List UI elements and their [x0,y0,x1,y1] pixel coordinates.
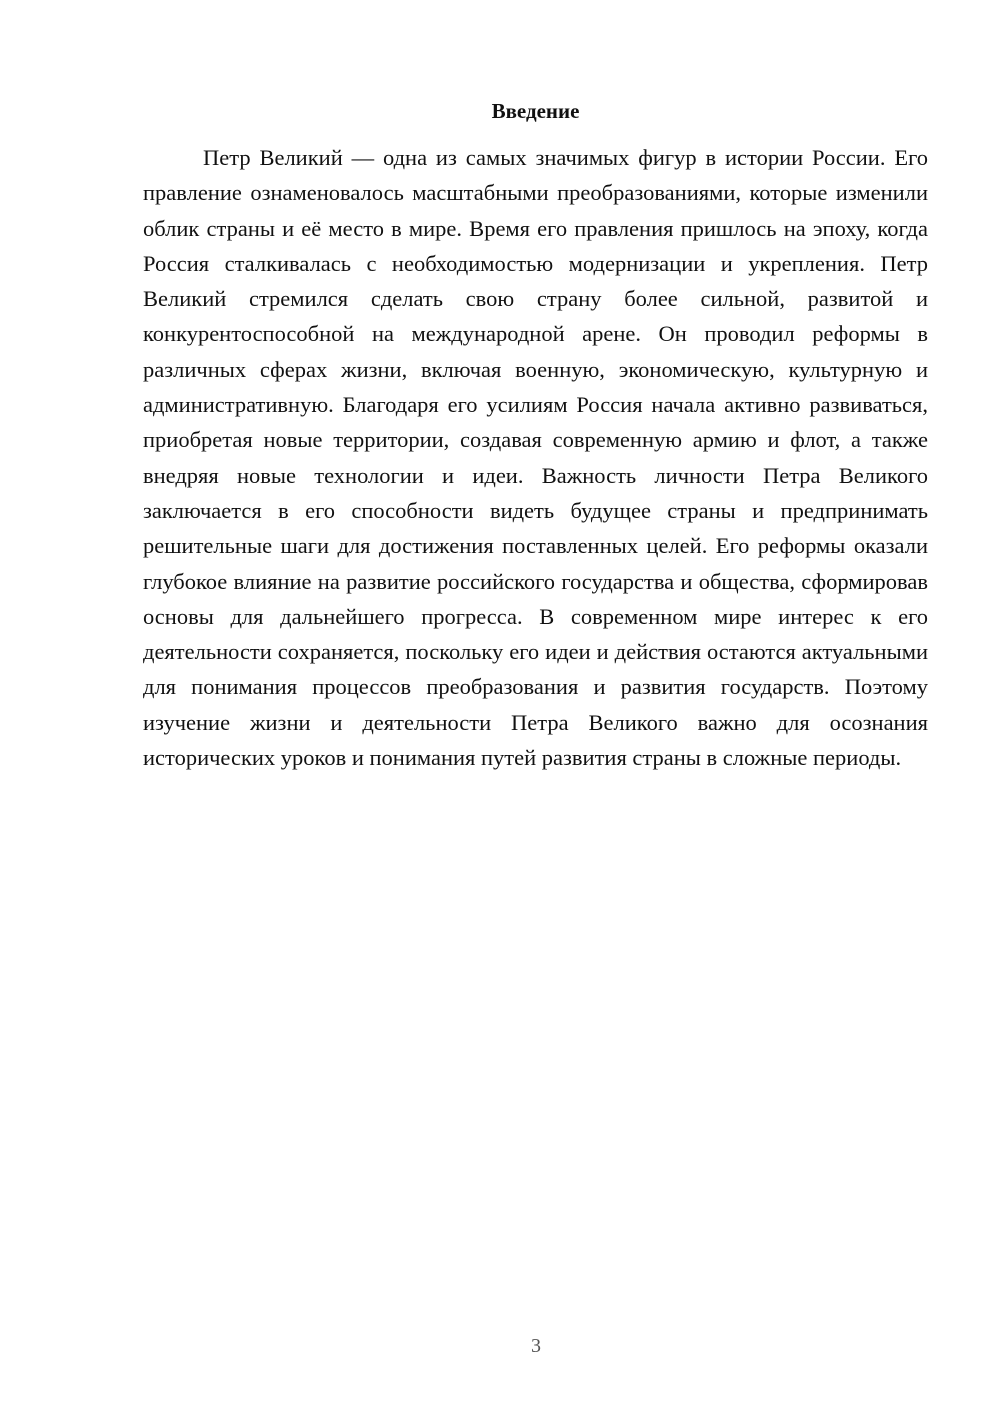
body-paragraph: Петр Великий — одна из самых значимых фигур в истории России. Его правление ознаменовалось масштабными преобразованиями, которые изменили облик страны и её место в мире. Время его правления пришлось на эпоху, когда Россия сталкивалась с необходимостью модернизации и укрепления. Петр Великий стремился сделать свою страну более сильной, развитой и конкурентоспособной на международной арене. Он проводил реформы в различных сферах жизни, включая военную, экономическую, культурную и административную. Благодаря его усилиям Россия начала активно развиваться, приобретая новые территории, создавая современную армию и флот, а также внедряя новые технологии и идеи. Важность личности Петра Великого заключается в его способности видеть будущее страны и предпринимать решительные шаги для достижения поставленных целей. Его реформы оказали глубокое влияние на развитие российского государства и общества, сформировав основы для дальнейшего прогресса. В современном мире интерес к его деятельности сохраняется, поскольку его идеи и действия остаются актуальными для понимания процессов преобразования и развития государств. Поэтому изучение жизни и деятельности Петра Великого важно для осознания исторических уроков и понимания путей развития страны в сложные периоды. [143,145,928,771]
page-number: 3 [531,1335,541,1357]
section-heading: Введение [491,99,580,123]
